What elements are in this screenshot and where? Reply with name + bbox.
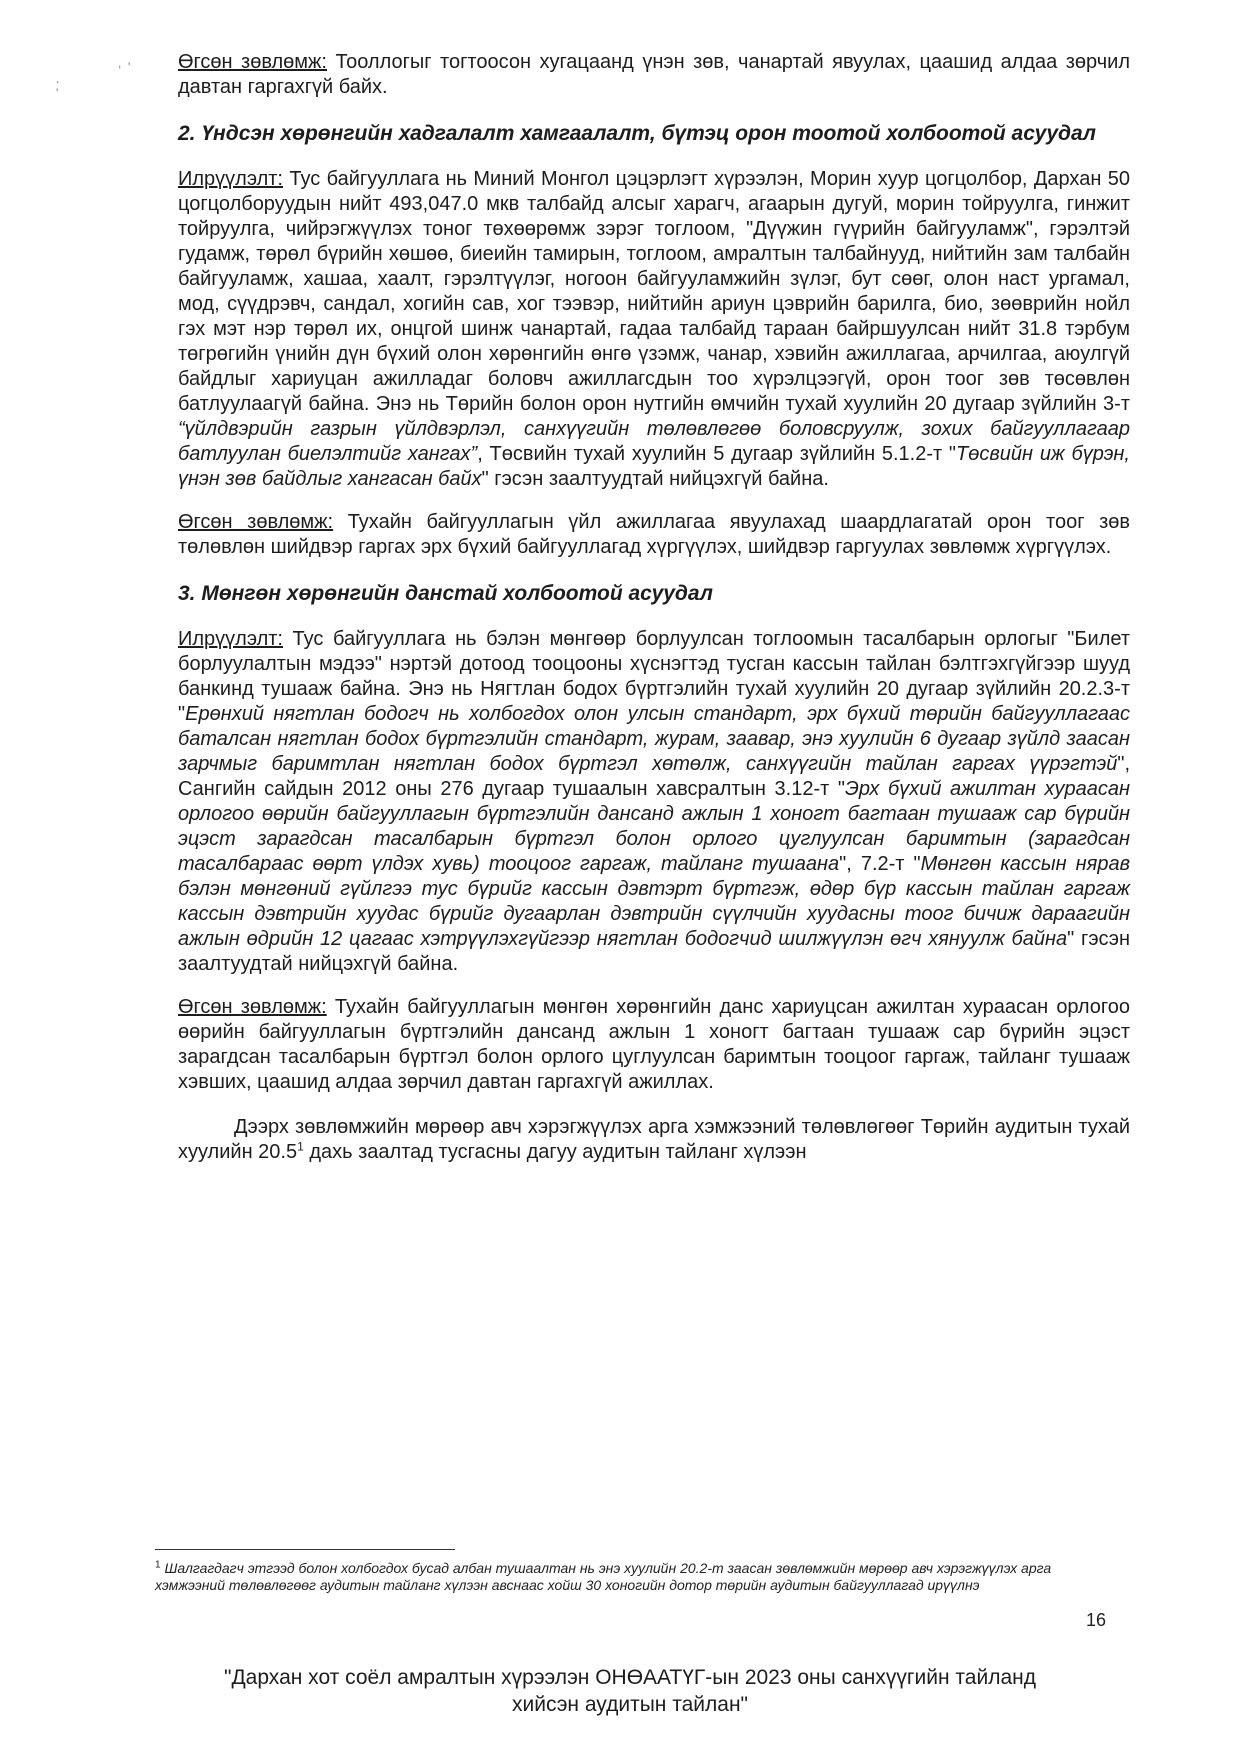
finding-text: Тус байгууллага нь Миний Монгол цэцэрлэгт хүрээлэн, Морин хуур цогцолбор, Дархан 50 цогцолборуудын нийт 493,047.0 мкв талбайд алсыг харагч, агаарын дугуй, морин тойруулга, гинжит тойруулга, чийрэгжүүлэх тоног төхөөрөмж зэрэг тоглоом, "Дүүжин гүүрийн байгууламж", гэрэлтэй гудамж, төрөл бүрийн хөшөө, биеийн тамирын, тоглоом, амралтын талбайнууд, нийтийн зам талбайн байгууламж, хашаа, хаалт, гэрэлтүүлэг, ногоон байгууламжийн зүлэг, бут сөөг, олон наст ургамал, мод, сүүдрэвч, сандал, хогийн сав, хог тээвэр, нийтийн ариун цэврийн барилга, био, зөөврийн нойл гэх мэт нэр төрөл их, онцгой шинж чанартай, гадаа талбайд тараан байршуулсан нийт 31.8 тэрбум төгрөгийн үнийн дүн бүхий олон хөрөнгийн өнгө үзэмж, чанар, хэвийн ажиллагаа, арчилгаа, аюулгүй байдлыг хариуцан ажилладаг боловч ажиллагсдын тоо хүрэлцээгүй, орон тоог зөв төсөвлөн батлуулаагүй байна. Энэ нь Төрийн болон орон нутгийн өмчийн тухай хуулийн 20 дугаар зүйлийн 3-т xyxy=(178,168,1130,415)
recommendation-text: Тухайн байгууллагын үйл ажиллагаа явуулахад шаардлагатай орон тоог зөв төлөвлөн шийдвэр гаргах эрх бүхий байгууллагад хүргүүлэх, шийдвэр гаргуулах зөвлөмж хүргүүлэх. xyxy=(178,511,1131,558)
finding-text: " гэсэн заалтуудтай нийцэхгүй байна. xyxy=(178,928,1130,975)
recommendation-text: Тооллогыг тогтоосон хугацаанд үнэн зөв, чанартай явуулах, цаашид алдаа зөрчил давтан гаргахгүй байх. xyxy=(178,51,1131,98)
finding-text: ", 7.2-т " xyxy=(839,853,921,875)
finding-text: Тус байгууллага нь бэлэн мөнгөөр борлуулсан тоглоомын тасалбарын орлогыг "Билет борлуулалтын мэдээ" нэртэй дотоод тооцооны хүснэгтэд тусган кассын тайлан бэлтгэхгүйгээр шууд банкинд тушааж байна. Энэ нь Нягтлан бодох бүртгэлийн тухай хуулийн 20 дугаар зүйлийн 20.2.3-т " xyxy=(178,628,1130,725)
closing-paragraph xyxy=(178,1115,1130,1165)
footnote-marker: 1 xyxy=(155,1559,161,1571)
finding-text: , Төсвийн тухай хуулийн 5 дугаар зүйлийн 5.1.2-т " xyxy=(477,443,957,465)
finding-paragraph xyxy=(178,627,1130,977)
scan-mark: ' xyxy=(128,60,131,74)
footer-line: хийсэн аудитын тайлан" xyxy=(512,1693,748,1716)
closing-text: дахь заалтад тусгасны дагуу аудитын тайланг хүлээн xyxy=(303,1141,807,1163)
page-number: 16 xyxy=(1086,1610,1107,1630)
recommendation-label: Өгсөн зөвлөмж: xyxy=(178,996,327,1018)
recommendation-label: Өгсөн зөвлөмж: xyxy=(178,511,334,533)
finding-label: Илрүүлэлт: xyxy=(178,168,283,190)
law-quote: “үйлдвэрийн газрын үйлдвэрлэл, санхүүгийн төлөвлөгөө боловсруулж, зохих байгууллагаар батлуулан биелэлтийг хангах” xyxy=(178,418,1130,465)
recommendation-text: Тухайн байгууллагын мөнгөн хөрөнгийн данс хариуцсан ажилтан хураасан орлогоо өөрийн байгууллагын бүртгэлийн дансанд ажлын 1 хоногт багтаан тушааж сар бүрийн эцэст зарагдсан тасалбарын бүртгэл болон орлого цуглуулсан баримтын тооцоог гаргаж, тайланг тушааж хэвших, цаашид алдаа зөрчил давтан гаргахгүй ажиллах. xyxy=(178,996,1130,1093)
recommendation-paragraph xyxy=(178,510,1130,560)
footnote xyxy=(155,1560,1115,1594)
law-quote: Ерөнхий нягтлан бодогч нь холбогдох олон улсын стандарт, эрх бүхий төрийн байгууллагаас баталсан нягтлан бодох бүртгэлийн стандарт, журам, заавар, энэ хуулийн 6 дугаар зүйлд заасан зарчмыг баримтлан нягтлан бодох бүртгэл хөтөлж, санхүүгийн тайлан гаргах үүрэгтэй xyxy=(178,703,1130,775)
footnote-text: Шалгагдагч этгээд болон холбогдох бусад албан тушаалтан нь энэ хуулийн 20.2-т заасан зөвлөмжийн мөрөөр авч хэрэгжүүлэх арга хэмжээний төлөвлөгөөг аудитын тайланг хүлээн авснаас хойш 30 хоногийн дотор төрийн аудитын байгууллагад ирүүлнэ xyxy=(155,1560,1052,1593)
page-footer xyxy=(150,1664,1110,1718)
footnote-reference[interactable]: 1 xyxy=(297,1139,304,1154)
recommendation-paragraph xyxy=(178,50,1130,100)
recommendation-paragraph xyxy=(178,995,1130,1095)
law-quote: Төсвийн иж бүрэн, үнэн зөв байдлыг хангасан байх xyxy=(178,443,1130,490)
scan-mark: , xyxy=(118,56,122,70)
finding-text: ", Сангийн сайдын 2012 оны 276 дугаар тушаалын хавсралтын 3.12-т " xyxy=(178,753,1130,800)
closing-text: Дээрх зөвлөмжийн мөрөөр авч хэрэгжүүлэх арга хэмжээний төлөвлөгөөг Төрийн аудитын тухай хуулийн 20.5 xyxy=(178,1116,1130,1163)
footer-line: "Дархан хот соёл амралтын хүрээлэн ОНӨААТҮГ-ын 2023 оны санхүүгийн тайланд xyxy=(224,1666,1036,1689)
law-quote: Мөнгөн кассын нярав бэлэн мөнгөний гүйлгээ тус бүрийг кассын дэвтэрт бүртгэж, өдөр бүр кассын тайлан гаргаж кассын дэвтрийн хуудас бүрийг дугаарлан дэвтрийн сүүлчийн хуудасны тоог бичиж дараагийн ажлын өдрийн 12 цагаас хэтрүүлэхгүйгээр нягтлан бодогчид шилжүүлэн өгч хянуулж байна xyxy=(178,853,1131,950)
finding-text: " гэсэн заалтуудтай нийцэхгүй байна. xyxy=(481,468,829,490)
section-heading-3: 3. Мөнгөн хөрөнгийн данстай холбоотой асуудал xyxy=(178,582,713,605)
recommendation-label: Өгсөн зөвлөмж: xyxy=(178,51,327,73)
section-heading-2: 2. Үндсэн хөрөнгийн хадгалалт хамгаалалт, бүтэц орон тоотой холбоотой асуудал xyxy=(178,122,1096,145)
scan-mark: . xyxy=(56,72,60,86)
scan-mark: ' xyxy=(56,86,59,100)
finding-paragraph xyxy=(178,167,1130,492)
finding-label: Илрүүлэлт: xyxy=(178,628,283,650)
document-body xyxy=(178,50,1130,1165)
law-quote: Эрх бүхий ажилтан хураасан орлогоо өөрийн байгууллагын бүртгэлийн дансанд ажлын 1 хоногт багтаан тушааж сар бүрийн эцэст зарагдсан тасалбарын бүртгэл болон орлого цуглуулсан баримтын (зарагдсан тасалбараас өөрт үлдэх хувь) тооцоог гаргаж, тайланг тушаана xyxy=(178,778,1130,875)
footnote-separator xyxy=(155,1549,455,1550)
